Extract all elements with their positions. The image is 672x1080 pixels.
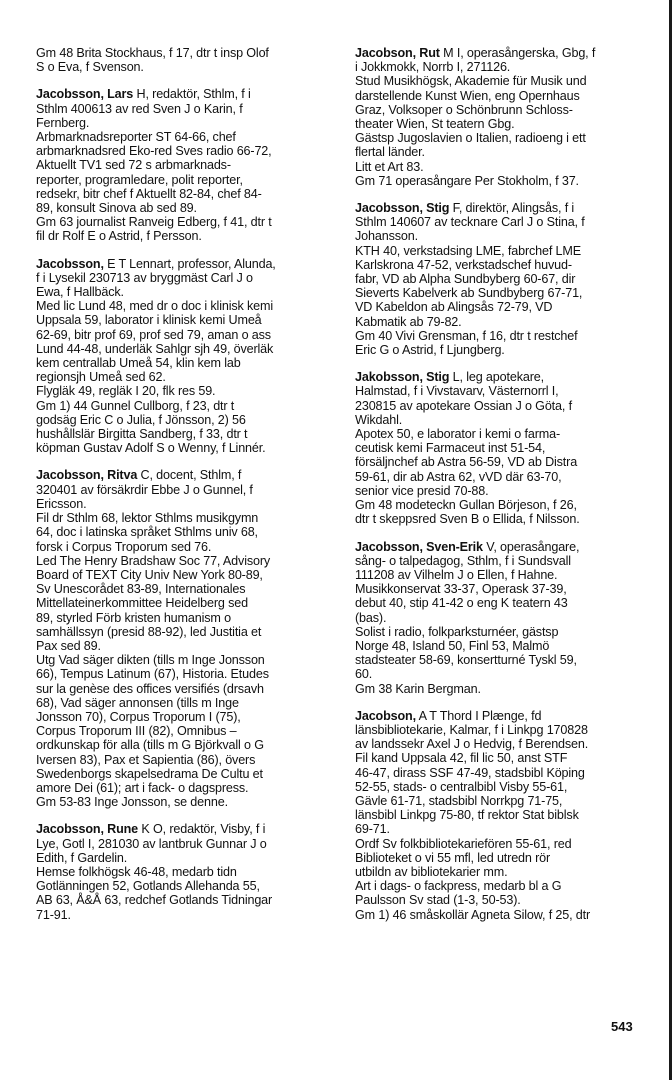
- entry-line: S o Eva, f Svenson.: [36, 60, 144, 75]
- entry-line: 64, doc i latinska språket Sthlms univ 68,: [36, 525, 258, 540]
- entry-line: darstellende Kunst Wien, eng Opernhaus: [355, 88, 580, 103]
- entry-line: försäljnchef ab Astra 56-59, VD ab Distra: [355, 455, 578, 470]
- entry-line: Gm 53-83 Inge Jonsson, se denne.: [36, 795, 228, 810]
- entry-line: 59-61, dir ab Astra 62, vVD där 63-70,: [355, 469, 562, 484]
- entry-line: Edith, f Gardelin.: [36, 850, 128, 865]
- entry-name: Jacobsson, Rune: [36, 822, 139, 837]
- entry-line: Jonsson 70), Corpus Troporum I (75),: [36, 709, 241, 724]
- entry-line: flertal länder.: [355, 145, 425, 160]
- entry-line: forsk i Corpus Troporum sed 76.: [36, 539, 212, 554]
- entry-line: Gm 63 journalist Ranveig Edberg, f 41, dtr t: [36, 215, 272, 230]
- entry-line: Ordf Sv folkbibliotekariefören 55-61, red: [355, 836, 572, 851]
- entry-line: Eric G o Astrid, f Ljungberg.: [355, 343, 505, 358]
- entry-line: Johansson.: [355, 229, 418, 244]
- entry-line: 68), Vad säger annonsen (tills m Inge: [36, 695, 239, 710]
- entry-line: Graz, Volksoper o Schönbrunn Schloss-: [355, 102, 573, 117]
- entry-line: Corpus Troporum III (82), Omnibus –: [36, 724, 237, 739]
- entry-line: Sthlm 140607 av tecknare Carl J o Stina, f: [355, 215, 585, 230]
- entry-line: Paulsson Sv stad (1-3, 50-53).: [355, 893, 521, 908]
- entry-line: Art i dags- o fackpress, medarb bl a G: [355, 879, 562, 894]
- entry-line: 60.: [355, 667, 373, 682]
- entry-line: samhällssyn (presid 88-92), led Justitia et: [36, 624, 262, 639]
- entry-line: reporter, programledare, polit reporter,: [36, 172, 243, 187]
- entry-line: Flygläk 49, regläk I 20, flk res 59.: [36, 384, 216, 399]
- entry-line: Lye, Gotl I, 281030 av lantbruk Gunnar J o: [36, 836, 267, 851]
- entry-line: (bas).: [355, 610, 387, 625]
- biography-entry: [355, 540, 651, 696]
- page-number: 543: [611, 1019, 633, 1034]
- entry-line: 320401 av försäkrdir Ebbe J o Gunnel, f: [36, 482, 253, 497]
- entry-line: kem centrallab Umeå 54, klin kem lab: [36, 356, 241, 371]
- entry-line: köpman Gustav Adolf S o Wenny, f Linnér.: [36, 441, 266, 456]
- entry-line: [355, 201, 651, 215]
- entry-line: Iversen 83), Pax et Sapientia (86), övers: [36, 752, 256, 767]
- entry-line: hushållslär Birgitta Sandberg, f 33, dtr t: [36, 427, 248, 442]
- entry-line: Karlskrona 47-52, verkstadschef huvud-: [355, 257, 572, 272]
- entry-line: KTH 40, verkstadsing LME, fabrchef LME: [355, 243, 581, 258]
- entry-line: [36, 87, 334, 101]
- entry-name: Jacobson, Rut: [355, 46, 440, 60]
- entry-line: Wikdahl.: [355, 412, 403, 427]
- entry-line: Mittellateinerkommittee Heidelberg sed: [36, 596, 248, 611]
- entry-line: 66), Tempus Latinum (67), Historia. Etudes: [36, 667, 269, 682]
- entry-name: Jacobson,: [355, 708, 416, 723]
- entry-name: Jacobsson, Ritva: [36, 468, 138, 483]
- entry-line: regionsjh Umeå sed 62.: [36, 370, 166, 385]
- entry-name: Jakobsson, Stig: [355, 370, 450, 385]
- entry-line: [36, 257, 334, 271]
- entry-line: ordkunskap för alla (tills m G Björkvall o G: [36, 738, 264, 753]
- entry-line: Gm 48 modeteckn Gullan Börjeson, f 26,: [355, 498, 577, 513]
- entry-line: Sthlm 400613 av red Sven J o Karin, f: [36, 101, 243, 116]
- entry-line: senior vice presid 70-88.: [355, 483, 489, 498]
- entry-line: Gm 1) 44 Gunnel Cullborg, f 23, dtr t: [36, 398, 235, 413]
- entry-line: redsekr, bitr chef f Aktuellt 82-84, chef 84-: [36, 186, 262, 201]
- entry-line: Sv Unescorådet 83-89, Internationales: [36, 582, 246, 597]
- entry-line: Solist i radio, folkparksturnéer, gästsp: [355, 624, 559, 639]
- entry-line: Lund 44-48, underläk Sahlgr sjh 49, överläk: [36, 341, 274, 356]
- entry-line: i Jokkmokk, Norrb I, 271126.: [355, 60, 511, 75]
- entry-line: länsbibl Linkpg 75-80, tf rektor Stat biblsk: [355, 808, 579, 823]
- entry-line: Gävle 61-71, stadsbibl Norrkpg 71-75,: [355, 793, 563, 808]
- entry-text: F, direktör, Alingsås, f i: [449, 201, 575, 216]
- entry-text: L, leg apotekare,: [449, 370, 544, 385]
- entry-text: M I, operasångerska, Gbg, f: [439, 46, 596, 60]
- entry-line: Med lic Lund 48, med dr o doc i klinisk kemi: [36, 299, 273, 314]
- entry-line: av landssekr Axel J o Hedvig, f Berendsen.: [355, 737, 589, 752]
- entry-line: Led The Henry Bradshaw Soc 77, Advisory: [36, 553, 271, 568]
- entry-text: A T Thord I Plænge, fd: [415, 708, 542, 723]
- entry-name: Jacobsson, Lars: [36, 87, 134, 102]
- entry-text: C, docent, Sthlm, f: [137, 468, 242, 483]
- entry-line: 71-91.: [36, 907, 71, 922]
- entry-line: godsäg Eric C o Julia, f Jönsson, 2) 56: [36, 412, 246, 427]
- entry-line: sur la genèse des offices versifiés (drsavh: [36, 681, 264, 696]
- biography-entry: [36, 46, 334, 74]
- entry-line: debut 40, stip 41-42 o eng K teatern 43: [355, 596, 568, 611]
- entry-text: K O, redaktör, Visby, f i: [138, 822, 266, 837]
- entry-line: Gm 1) 46 småskollär Agneta Silow, f 25, dtr: [355, 907, 591, 922]
- entry-line: theater Wien, St teatern Gbg.: [355, 117, 515, 132]
- entry-line: utbildn av bibliotekarier mm.: [355, 864, 508, 879]
- entry-line: [355, 370, 651, 384]
- entry-text: V, operasångare,: [482, 539, 580, 554]
- entry-line: Gästsp Jugoslavien o Italien, radioeng i ett: [355, 131, 586, 146]
- biography-entry: [355, 201, 651, 357]
- entry-line: Gm 48 Brita Stockhaus, f 17, dtr t insp Olof: [36, 46, 269, 60]
- entry-line: Apotex 50, e laborator i kemi o farma-: [355, 427, 560, 442]
- entry-line: [36, 468, 334, 482]
- entry-line: Gm 40 Vivi Grensman, f 16, dtr t restchef: [355, 328, 578, 343]
- biography-entry: [36, 822, 334, 921]
- entry-line: fil dr Rolf E o Astrid, f Persson.: [36, 229, 202, 244]
- entry-line: Ericsson.: [36, 496, 87, 511]
- entry-line: dtr t skeppsred Sven B o Ellida, f Nilsson.: [355, 512, 580, 527]
- entry-line: Musikkonservat 33-37, Operask 37-39,: [355, 582, 567, 597]
- entry-line: Stud Musikhögsk, Akademie für Musik und: [355, 74, 587, 89]
- entry-line: f i Lysekil 230713 av bryggmäst Carl J o: [36, 270, 253, 285]
- entry-line: 62-69, bitr prof 69, prof sed 79, aman o ass: [36, 327, 271, 342]
- entry-line: 52-55, stads- o centralbibl Visby 55-61,: [355, 779, 568, 794]
- entry-line: [36, 822, 334, 836]
- entry-line: Gotlänningen 52, Gotlands Allehanda 55,: [36, 879, 260, 894]
- entry-line: 69-71.: [355, 822, 390, 837]
- entry-line: Board of TEXT City Univ New York 80-89,: [36, 567, 263, 582]
- entry-line: Fil kand Uppsala 42, fil lic 50, anst STF: [355, 751, 568, 766]
- entry-line: Ewa, f Hallbäck.: [36, 285, 124, 300]
- entry-name: Jacobsson, Sven-Erik: [355, 539, 483, 554]
- entry-line: [355, 46, 651, 60]
- biography-entry: [355, 46, 651, 188]
- entry-text: H, redaktör, Sthlm, f i: [133, 87, 251, 102]
- biography-entry: [355, 709, 651, 922]
- entry-line: 230815 av apotekare Ossian J o Göta, f: [355, 398, 572, 413]
- entry-name: Jacobsson, Stig: [355, 201, 450, 216]
- entry-line: ceutisk kemi Farmaceut inst 51-54,: [355, 441, 546, 456]
- entry-line: Halmstad, f i Vivstavarv, Västernorrl I,: [355, 384, 559, 399]
- entry-name: Jacobsson,: [36, 256, 104, 271]
- entry-line: amore Dei (61); art i fack- o dagspress.: [36, 780, 249, 795]
- entry-line: Pax sed 89.: [36, 638, 101, 653]
- entry-line: Hemse folkhögsk 46-48, medarb tidn: [36, 864, 237, 879]
- entry-line: Fernberg.: [36, 115, 90, 130]
- entry-line: [355, 709, 651, 723]
- entry-line: arbmarknadsred Eko-red Sves radio 66-72,: [36, 144, 272, 159]
- entry-line: AB 63, Å&Å 63, redchef Gotlands Tidningar: [36, 893, 273, 908]
- entry-line: Fil dr Sthlm 68, lektor Sthlms musikgymn: [36, 511, 259, 526]
- entry-line: fabr, VD ab Alpha Sundbyberg 60-67, dir: [355, 272, 576, 287]
- entry-line: Arbmarknadsreporter ST 64-66, chef: [36, 130, 236, 145]
- entry-line: 89, konsult Sinova ab sed 89.: [36, 201, 197, 216]
- entry-line: länsbibliotekarie, Kalmar, f i Linkpg 170828: [355, 722, 588, 737]
- entry-line: Gm 38 Karin Bergman.: [355, 681, 481, 696]
- entry-line: [355, 540, 651, 554]
- entry-line: Aktuellt TV1 sed 72 s arbmarknads-: [36, 158, 231, 173]
- entry-line: 46-47, dirass SSF 47-49, stadsbibl Köping: [355, 765, 585, 780]
- entry-line: Norge 48, Island 50, Finl 53, Malmö: [355, 638, 550, 653]
- entry-line: stadsteater 58-69, konsertturné Tyskl 59,: [355, 653, 577, 668]
- entry-line: Litt et Art 83.: [355, 159, 424, 174]
- entry-line: VD Kabeldon ab Alingsås 72-79, VD: [355, 300, 553, 315]
- entry-line: Sieverts Kabelverk ab Sundbyberg 67-71,: [355, 286, 583, 301]
- entry-line: Swedenborgs skapelsedrama De Cultu et: [36, 766, 263, 781]
- biography-entry: [36, 87, 334, 243]
- entry-text: E T Lennart, professor, Alunda,: [103, 256, 276, 271]
- entry-line: 111208 av Vilhelm J o Ellen, f Hahne.: [355, 567, 558, 582]
- biography-entry: [36, 257, 334, 456]
- entry-line: Biblioteket o vi 55 mfl, led utredn rör: [355, 850, 551, 865]
- entry-line: Kabmatik ab 79-82.: [355, 314, 462, 329]
- biography-entry: [36, 468, 334, 809]
- left-column: [36, 46, 334, 935]
- entry-line: Utg Vad säger dikten (tills m Inge Jonsson: [36, 653, 265, 668]
- right-column: [355, 46, 651, 935]
- entry-line: sång- o talpedagog, Sthlm, f i Sundsvall: [355, 553, 571, 568]
- entry-line: Gm 71 operasångare Per Stokholm, f 37.: [355, 173, 579, 188]
- entry-line: 89, styrled Förb kristen humanism o: [36, 610, 231, 625]
- entry-line: Uppsala 59, laborator i klinisk kemi Umeå: [36, 313, 262, 328]
- biography-entry: [355, 370, 651, 526]
